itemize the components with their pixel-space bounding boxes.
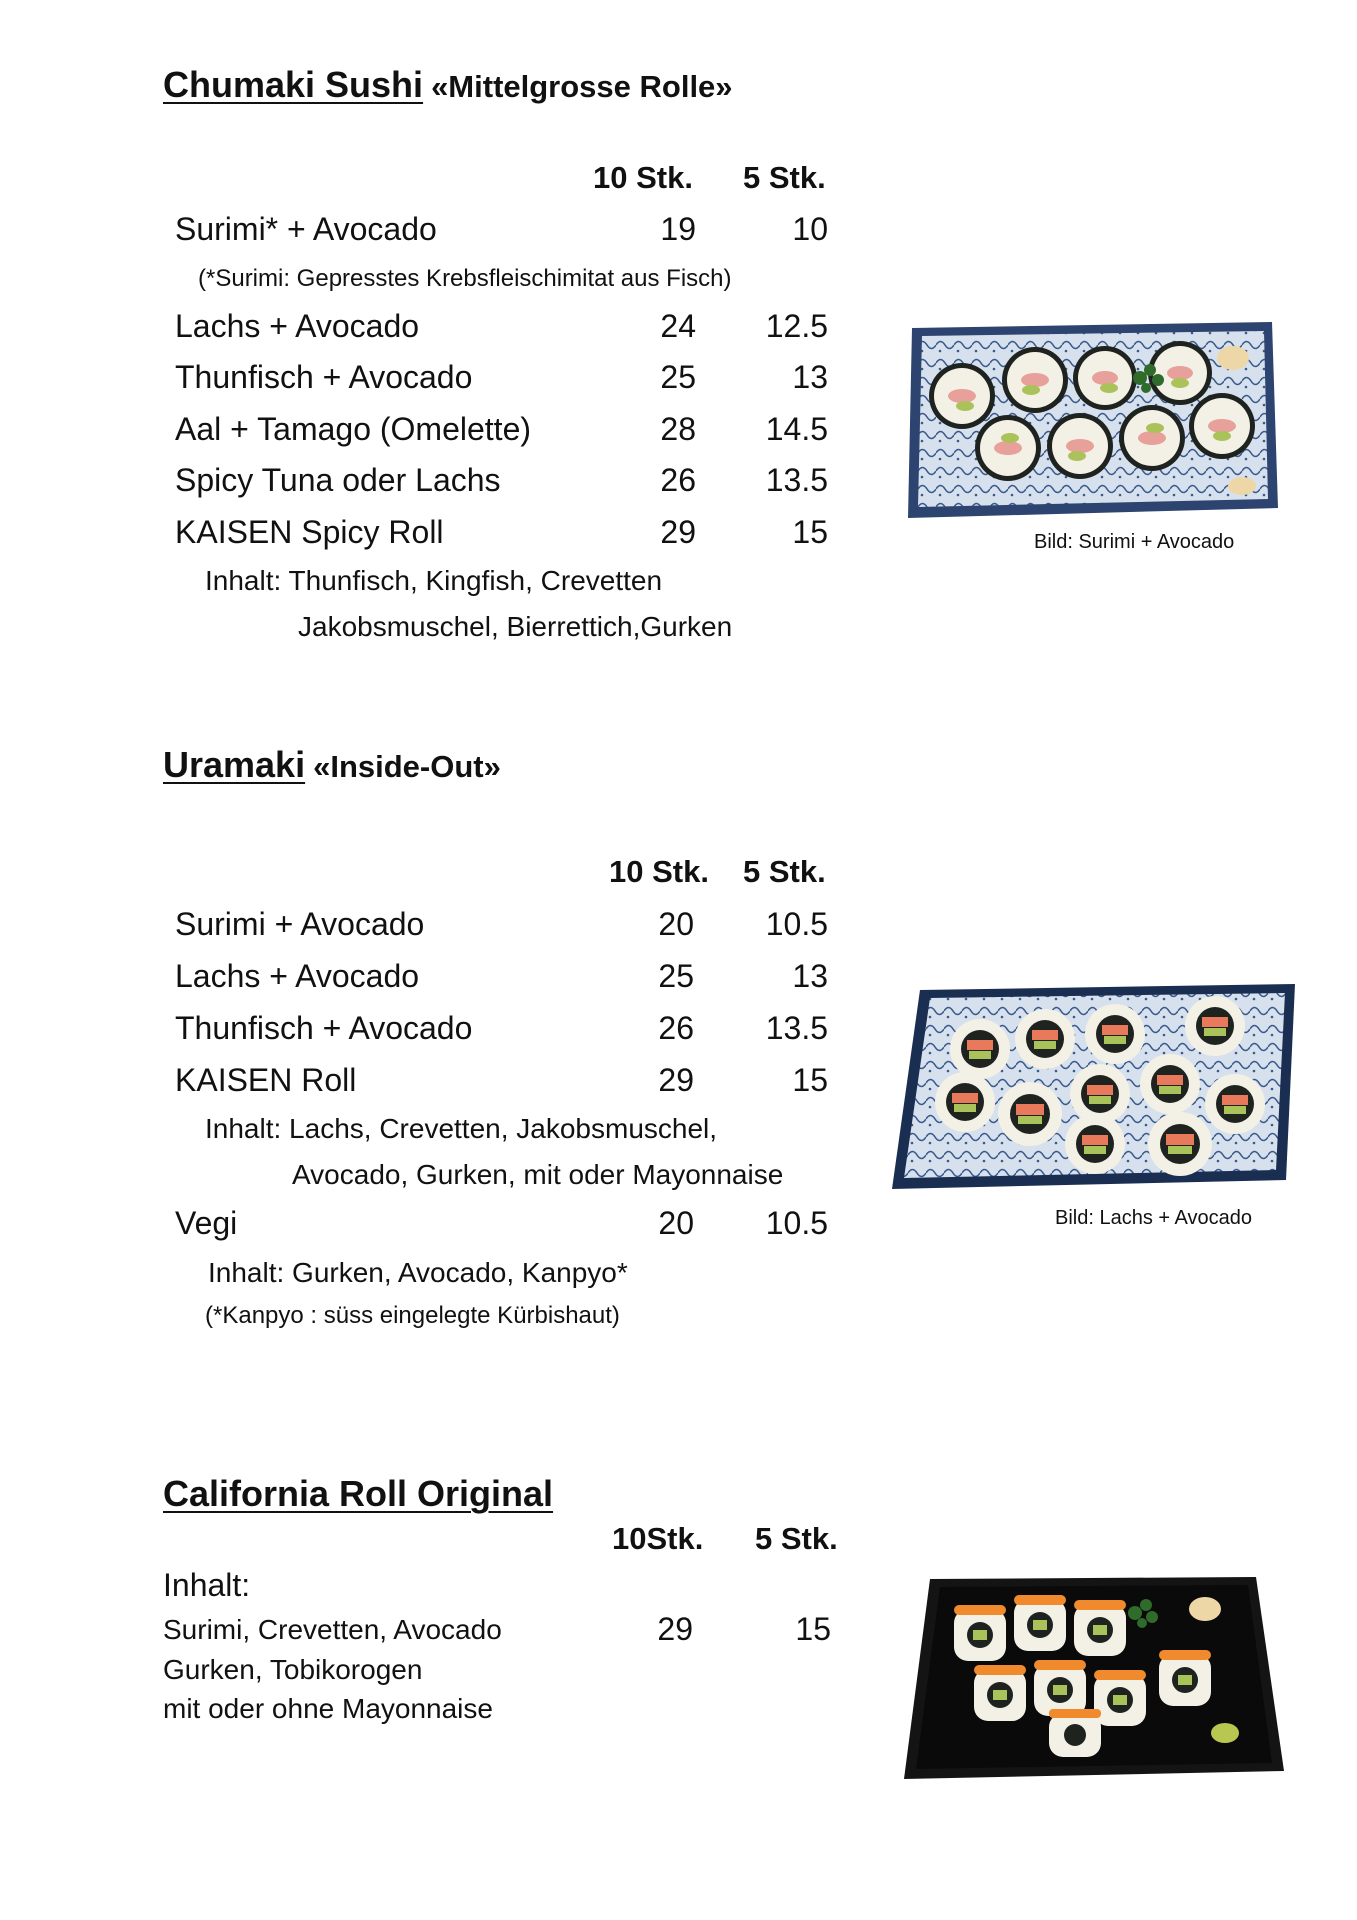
uramaki-item-name: KAISEN Roll xyxy=(175,1062,357,1098)
uramaki-col-5: 5 Stk. xyxy=(743,854,826,889)
uramaki-title: Uramaki xyxy=(163,744,306,785)
chumaki-item-price-5: 10 xyxy=(792,211,828,247)
chumaki-item-price-5: 12.5 xyxy=(765,308,828,344)
uramaki-vegi-contents: Inhalt: Gurken, Avocado, Kanpyo* xyxy=(208,1257,628,1288)
uramaki-item-name: Lachs + Avocado xyxy=(175,958,420,994)
chumaki-item-price-10: 24 xyxy=(660,308,696,344)
uramaki-item-price-5: 13.5 xyxy=(765,1010,828,1046)
california-contents-2: Gurken, Tobikorogen xyxy=(163,1654,423,1685)
chumaki-item-price-10: 19 xyxy=(660,211,696,247)
uramaki-kaisen-contents-1: Inhalt: Lachs, Crevetten, Jakobsmuschel, xyxy=(205,1113,718,1144)
chumaki-item-price-10: 28 xyxy=(660,411,696,447)
chumaki-subtitle: «Mittelgrosse Rolle» xyxy=(431,69,733,104)
chumaki-item-price-10: 25 xyxy=(660,359,696,395)
chumaki-item-name: Aal + Tamago (Omelette) xyxy=(175,411,532,447)
chumaki-kaisen-contents-2: Jakobsmuschel, Bierrettich,Gurken xyxy=(298,611,733,642)
california-price-10: 29 xyxy=(657,1611,693,1647)
chumaki-item-name: KAISEN Spicy Roll xyxy=(175,514,444,550)
uramaki-item-price-10: 20 xyxy=(658,1205,694,1241)
california-sushi-image xyxy=(900,1575,1285,1780)
uramaki-item-name: Thunfisch + Avocado xyxy=(175,1010,473,1046)
california-contents-1: Surimi, Crevetten, Avocado xyxy=(163,1614,502,1645)
uramaki-item-price-5: 15 xyxy=(792,1062,828,1098)
california-title: California Roll Original xyxy=(163,1473,554,1514)
uramaki-col-10: 10 Stk. xyxy=(609,854,709,889)
chumaki-item-name: Thunfisch + Avocado xyxy=(175,359,473,395)
uramaki-item-price-5: 10.5 xyxy=(765,1205,828,1241)
uramaki-item-price-10: 20 xyxy=(658,906,694,942)
uramaki-image-caption: Bild: Lachs + Avocado xyxy=(1055,1207,1252,1229)
chumaki-col-10: 10 Stk. xyxy=(593,160,693,195)
chumaki-item-price-10: 26 xyxy=(660,462,696,498)
california-col-5: 5 Stk. xyxy=(755,1521,838,1556)
chumaki-surimi-note: (*Surimi: Gepresstes Krebsfleischimitat aus Fisch) xyxy=(198,265,732,292)
chumaki-item-price-5: 14.5 xyxy=(765,411,828,447)
california-contents-label: Inhalt: xyxy=(163,1567,251,1603)
chumaki-sushi-image xyxy=(900,318,1285,523)
chumaki-item-price-5: 13 xyxy=(792,359,828,395)
chumaki-item-price-5: 13.5 xyxy=(765,462,828,498)
chumaki-kaisen-contents-1: Inhalt: Thunfisch, Kingfish, Crevetten xyxy=(205,565,663,596)
uramaki-subtitle: «Inside-Out» xyxy=(313,749,501,784)
chumaki-title: Chumaki Sushi xyxy=(163,64,424,105)
uramaki-kaisen-contents-2: Avocado, Gurken, mit oder Mayonnaise xyxy=(292,1159,784,1190)
california-col-10: 10Stk. xyxy=(612,1521,704,1556)
california-price-5: 15 xyxy=(795,1611,831,1647)
chumaki-item-name: Spicy Tuna oder Lachs xyxy=(175,462,501,498)
california-heading xyxy=(163,1473,553,1515)
chumaki-col-5: 5 Stk. xyxy=(743,160,826,195)
chumaki-item-name: Surimi* + Avocado xyxy=(175,211,437,247)
uramaki-sushi-image xyxy=(890,984,1300,1194)
chumaki-heading xyxy=(163,64,733,106)
chumaki-item-price-5: 15 xyxy=(792,514,828,550)
uramaki-item-price-10: 26 xyxy=(658,1010,694,1046)
uramaki-item-name: Vegi xyxy=(175,1205,238,1241)
uramaki-heading xyxy=(163,744,501,786)
uramaki-item-price-5: 10.5 xyxy=(765,906,828,942)
uramaki-kanpyo-note: (*Kanpyo : süss eingelegte Kürbishaut) xyxy=(205,1302,620,1329)
chumaki-item-name: Lachs + Avocado xyxy=(175,308,420,344)
uramaki-item-price-10: 25 xyxy=(658,958,694,994)
uramaki-item-price-5: 13 xyxy=(792,958,828,994)
california-contents-3: mit oder ohne Mayonnaise xyxy=(163,1693,493,1724)
chumaki-image-caption: Bild: Surimi + Avocado xyxy=(1034,531,1235,553)
uramaki-item-name: Surimi + Avocado xyxy=(175,906,425,942)
uramaki-item-price-10: 29 xyxy=(658,1062,694,1098)
chumaki-item-price-10: 29 xyxy=(660,514,696,550)
